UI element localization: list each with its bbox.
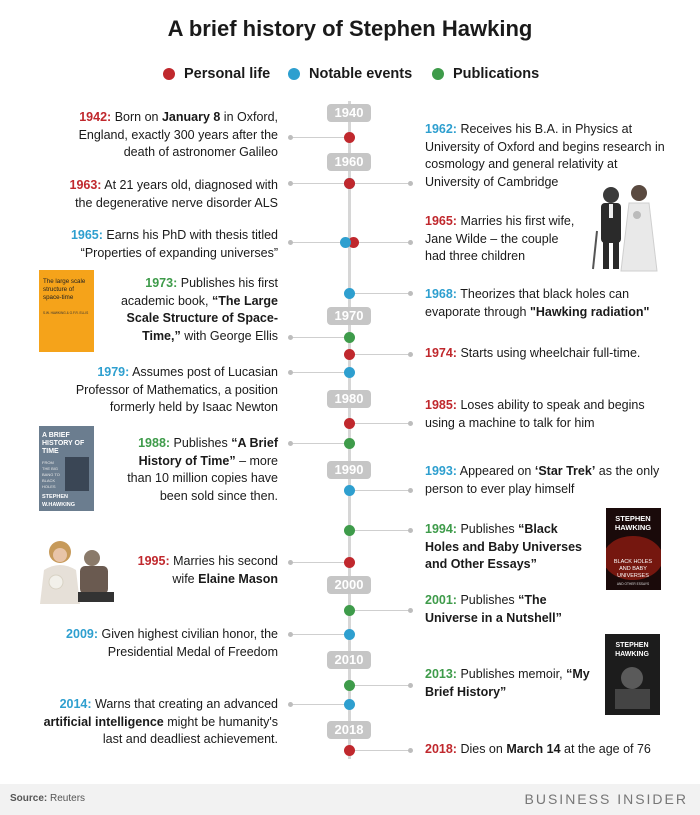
event-connector-end-1985 xyxy=(408,421,413,426)
event-emphasis: “A Brief History of Time” xyxy=(138,436,278,468)
svg-text:UNIVERSES: UNIVERSES xyxy=(617,573,649,579)
event-emphasis: “Black Holes and Baby Universes and Other Essays” xyxy=(425,522,583,571)
event-year: 1994: xyxy=(425,522,457,536)
event-emphasis: January 8 xyxy=(161,110,221,124)
cover-large-scale-title-3: space-time xyxy=(43,294,74,301)
event-text-1993-notable xyxy=(425,463,660,498)
event-connector-end-1942 xyxy=(288,135,293,140)
event-text-part: in Oxford, England, exactly 300 years after the death of astronomer Galileo xyxy=(78,110,278,159)
event-connector-end-1965 xyxy=(288,240,293,245)
cover-large-scale-authors: S.W. HAWKING & G.F.R. ELLIS xyxy=(43,311,89,315)
legend-notable-dot xyxy=(288,68,300,80)
svg-text:AND OTHER ESSAYS: AND OTHER ESSAYS xyxy=(616,582,650,586)
event-text-1968-notable xyxy=(425,286,660,321)
event-emphasis: "Hawking radiation" xyxy=(529,304,650,319)
event-text-part: Starts using wheelchair full-time. xyxy=(456,346,641,360)
decade-label-2018: 2018 xyxy=(327,721,371,739)
event-text-part: Given highest civilian honor, the Presidential Medal of Freedom xyxy=(98,627,278,659)
event-text-1985-personal xyxy=(425,397,660,432)
event-text-part: Theorizes that black holes can evaporate through xyxy=(425,287,630,319)
book-cover-memoir xyxy=(605,634,660,715)
event-connector-end-1995 xyxy=(288,560,293,565)
event-year: 1993: xyxy=(425,464,457,478)
event-year: 1974: xyxy=(425,346,457,360)
book-cover-black-holes xyxy=(606,508,661,590)
event-year: 1962: xyxy=(425,122,457,136)
event-emphasis: Elaine Mason xyxy=(198,571,278,586)
event-connector-end-1974 xyxy=(408,352,413,357)
svg-text:STEPHEN: STEPHEN xyxy=(615,642,649,649)
event-text-part: Assumes post of Lucasian Professor of Mathematics, a position formerly held by Isaac Newton xyxy=(75,365,278,414)
event-text-2013-pubs xyxy=(425,666,600,701)
decade-label-2000: 2000 xyxy=(327,576,371,594)
event-dot-1942-personal xyxy=(344,132,355,143)
book-cover-large-scale xyxy=(39,270,94,352)
event-year: 1942: xyxy=(79,110,112,124)
event-connector-end-1979 xyxy=(288,370,293,375)
decade-label-1990: 1990 xyxy=(327,461,371,479)
event-connector-1993 xyxy=(349,490,410,491)
event-connector-1979 xyxy=(290,372,349,373)
event-text-1974-personal xyxy=(425,345,660,363)
source-note xyxy=(10,793,85,804)
decade-label-1940: 1940 xyxy=(327,104,371,122)
event-year: 1988: xyxy=(138,436,171,450)
event-text-part: Publishes xyxy=(456,522,519,536)
event-dot-2013-pubs xyxy=(344,680,355,691)
svg-text:HAWKING: HAWKING xyxy=(614,523,652,532)
event-connector-end-1965 xyxy=(408,240,413,245)
chart-title: A brief history of Stephen Hawking xyxy=(167,16,533,41)
svg-text:HAWKING: HAWKING xyxy=(615,651,649,658)
svg-text:W.HAWKING: W.HAWKING xyxy=(42,502,75,508)
cover-memoir-figure xyxy=(621,667,643,689)
event-text-2001-pubs xyxy=(425,592,600,627)
svg-text:STEPHEN: STEPHEN xyxy=(42,494,68,500)
event-connector-1994 xyxy=(349,530,410,531)
event-text-part: Publishes xyxy=(170,436,232,450)
cover-brief-portrait xyxy=(65,457,89,491)
second-wedding-photo xyxy=(36,536,118,604)
event-dot-1965-notable xyxy=(340,237,351,248)
event-connector-1963 xyxy=(290,183,349,184)
legend-personal-dot xyxy=(163,68,175,80)
event-connector-1965 xyxy=(290,242,345,243)
brand-logo: BUSINESS INSIDER xyxy=(524,791,688,807)
event-connector-2018 xyxy=(349,750,410,751)
event-text-1979-notable xyxy=(55,364,278,417)
event-connector-1974 xyxy=(349,354,410,355)
bride-head xyxy=(631,185,647,201)
event-dot-1988-pubs xyxy=(344,438,355,449)
event-connector-1962 xyxy=(349,183,410,184)
event-year: 2001: xyxy=(425,593,457,607)
groom-head xyxy=(603,187,619,203)
cover-large-scale-title-1: The large scale xyxy=(43,278,86,285)
event-connector-end-2014 xyxy=(288,702,293,707)
book-cover-brief-history xyxy=(39,426,94,511)
event-text-1988-pubs xyxy=(112,435,278,505)
event-text-part: Publishes his first academic book, xyxy=(120,276,278,308)
svg-text:AND BABY: AND BABY xyxy=(619,566,647,572)
groom-head-2 xyxy=(84,550,100,566)
event-text-part: Dies on xyxy=(456,742,507,756)
cover-brief-title-1: A BRIEF xyxy=(42,432,70,439)
legend xyxy=(0,64,700,84)
event-text-1965-notable xyxy=(55,227,278,262)
event-connector-2013 xyxy=(349,685,410,686)
event-emphasis: “The Universe in a Nutshell” xyxy=(425,593,562,625)
cover-brief-title-3: TIME xyxy=(42,448,59,455)
event-dot-1974-personal xyxy=(344,349,355,360)
event-text-part: Publishes memoir, xyxy=(456,667,567,681)
svg-text:STEPHEN: STEPHEN xyxy=(615,514,651,523)
event-emphasis: ‘Star Trek’ xyxy=(534,464,596,478)
decade-label-2010: 2010 xyxy=(327,651,371,669)
event-text-part: Warns that creating an advanced xyxy=(91,697,278,711)
event-connector-1995 xyxy=(290,562,349,563)
svg-text:BLACK: BLACK xyxy=(42,478,56,483)
event-text-part: Loses ability to speak and begins using a machine to talk for him xyxy=(425,398,645,430)
event-connector-2001 xyxy=(349,610,410,611)
event-connector-1942 xyxy=(290,137,349,138)
event-connector-end-2013 xyxy=(408,683,413,688)
event-text-part: Marries his first wife, Jane Wilde – the couple had three children xyxy=(425,214,575,263)
event-text-part: as the only person to ever play himself xyxy=(425,464,660,496)
legend-notable xyxy=(288,64,412,84)
event-year: 1985: xyxy=(425,398,457,412)
event-connector-end-1993 xyxy=(408,488,413,493)
event-text-1973-pubs xyxy=(105,275,278,345)
wheelchair-figure xyxy=(80,566,108,594)
event-dot-1994-pubs xyxy=(344,525,355,536)
event-year: 1968: xyxy=(425,287,457,301)
event-dot-2001-pubs xyxy=(344,605,355,616)
event-dot-2014-notable xyxy=(344,699,355,710)
svg-text:BANG TO: BANG TO xyxy=(42,472,60,477)
event-connector-end-2001 xyxy=(408,608,413,613)
event-text-part: Publishes xyxy=(456,593,519,607)
svg-text:THE BIG: THE BIG xyxy=(42,466,59,471)
event-connector-end-1968 xyxy=(408,291,413,296)
event-text-2018-personal xyxy=(425,741,660,759)
legend-personal-label: Personal life xyxy=(184,66,271,82)
event-emphasis: March 14 xyxy=(506,742,561,756)
event-text-part: Marries his second wife xyxy=(169,554,278,586)
event-connector-2014 xyxy=(290,704,349,705)
event-year: 2013: xyxy=(425,667,457,681)
event-dot-1963-personal xyxy=(344,178,355,189)
event-dot-2018-personal xyxy=(344,745,355,756)
event-connector-end-1988 xyxy=(288,441,293,446)
event-dot-1973-pubs xyxy=(344,332,355,343)
source-value: Reuters xyxy=(50,793,86,804)
source-label: Source: xyxy=(10,793,48,804)
event-connector-2009 xyxy=(290,634,349,635)
event-text-2014-notable xyxy=(35,696,278,749)
event-text-1942-personal xyxy=(55,109,278,162)
event-connector-1973 xyxy=(290,337,349,338)
event-emphasis: “My Brief History” xyxy=(425,667,590,699)
event-text-part: Born on xyxy=(111,110,162,124)
event-connector-1968 xyxy=(349,293,410,294)
wedding-photo xyxy=(585,181,665,273)
event-year: 1965: xyxy=(425,214,457,228)
event-dot-1979-notable xyxy=(344,367,355,378)
legend-notable-label: Notable events xyxy=(309,66,413,82)
event-year: 2018: xyxy=(425,742,457,756)
event-text-part: at the age of 76 xyxy=(560,742,651,756)
cover-brief-title-2: HISTORY OF xyxy=(42,440,85,447)
legend-pubs xyxy=(432,64,539,84)
event-dot-1985-personal xyxy=(344,418,355,429)
event-dot-1993-notable xyxy=(344,485,355,496)
event-text-1963-personal xyxy=(55,177,278,212)
event-text-1995-personal xyxy=(122,553,278,588)
event-text-part: At 21 years old, diagnosed with the degenerative nerve disorder ALS xyxy=(75,178,278,210)
event-text-part: Earns his PhD with thesis titled “Properties of expanding universes” xyxy=(80,228,278,260)
decade-label-1970: 1970 xyxy=(327,307,371,325)
event-text-part: Receives his B.A. in Physics at University of Oxford and begins research in cosmology and general relativity at University of Cambridge xyxy=(425,122,665,189)
event-connector-1988 xyxy=(290,443,349,444)
event-connector-end-2009 xyxy=(288,632,293,637)
svg-text:BLACK HOLES: BLACK HOLES xyxy=(613,559,653,565)
event-dot-2009-notable xyxy=(344,629,355,640)
event-text-part: Appeared on xyxy=(456,464,535,478)
event-connector-1965 xyxy=(353,242,410,243)
event-emphasis: “The Large Scale Structure of Space-Time,” xyxy=(126,293,278,343)
cover-large-scale-title-2: structure of xyxy=(43,286,74,293)
event-year: 1965: xyxy=(70,228,103,242)
event-emphasis: artificial intelligence xyxy=(43,714,164,729)
event-connector-end-1963 xyxy=(288,181,293,186)
legend-pubs-label: Publications xyxy=(453,66,540,82)
decade-label-1980: 1980 xyxy=(327,390,371,408)
event-text-part: might be humanity's last and deadliest achievement. xyxy=(102,714,278,746)
event-year: 1979: xyxy=(97,365,130,379)
event-connector-end-1973 xyxy=(288,335,293,340)
event-year: 2009: xyxy=(66,627,99,641)
event-text-2009-notable xyxy=(55,626,278,661)
legend-pubs-dot xyxy=(432,68,444,80)
footer xyxy=(0,784,700,815)
event-connector-end-1962 xyxy=(408,181,413,186)
event-dot-1995-personal xyxy=(344,557,355,568)
event-text-part: – more than 10 million copies have been sold since then. xyxy=(127,453,278,503)
legend-personal xyxy=(163,64,270,84)
decade-label-1960: 1960 xyxy=(327,153,371,171)
svg-text:HOLES: HOLES xyxy=(42,484,56,489)
event-text-1965-personal xyxy=(425,213,575,266)
event-year: 1973: xyxy=(145,276,178,290)
event-dot-1968-notable xyxy=(344,288,355,299)
event-year: 2014: xyxy=(59,697,92,711)
event-year: 1995: xyxy=(137,554,170,568)
event-text-1994-pubs xyxy=(425,521,595,574)
svg-text:FROM: FROM xyxy=(42,460,54,465)
event-connector-end-1994 xyxy=(408,528,413,533)
event-year: 1963: xyxy=(69,178,102,192)
event-text-part: with George Ellis xyxy=(180,328,278,343)
event-connector-1985 xyxy=(349,423,410,424)
event-connector-end-2018 xyxy=(408,748,413,753)
